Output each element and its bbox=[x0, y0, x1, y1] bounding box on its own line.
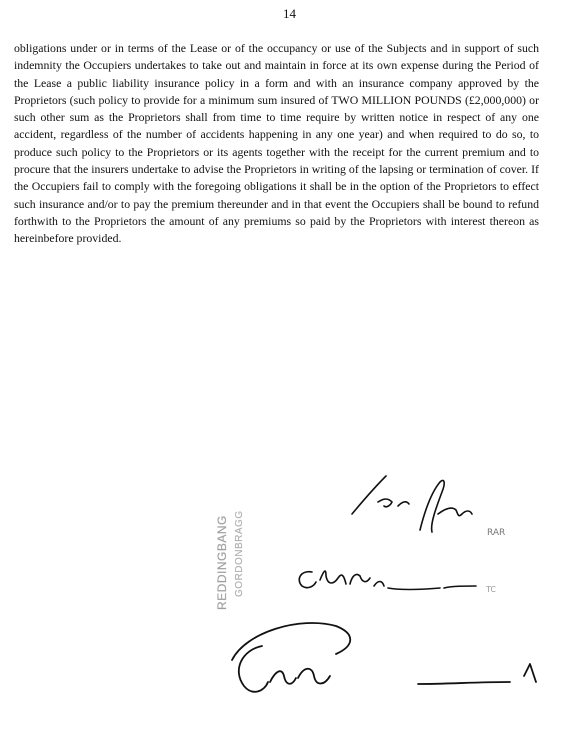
signature-3 bbox=[232, 623, 536, 692]
stamp-line-2: GORDONBRAGG bbox=[234, 510, 245, 597]
initials-1: RAR bbox=[487, 528, 506, 538]
page-number: 14 bbox=[283, 6, 296, 21]
signature-1 bbox=[352, 476, 472, 532]
signature-2 bbox=[299, 571, 476, 589]
stamp-line-1: REDDINGBANG bbox=[215, 515, 229, 610]
signatures bbox=[0, 440, 561, 730]
clause-text: obligations under or in terms of the Lease or of the occupancy or use of the Subjects and in support of such indemnity the Occupiers undertakes to take out and maintain in force at its own expense during the Period of the Lease a public liability insurance policy in a form and with an insurance company approved by the Proprietors (such policy to provide for a minimum sum insured of TWO MILLION POUNDS (£2,000,000) or such other sum as the Proprietors shall from time to time require by written notice in respect of any one accident, regardless of the number of accidents happening in any one year) and when required to do so, to produce such policy to the Proprietors or its agents together with the receipt for the current premium and to procure that the insurers undertake to advise the Proprietors in writing of the lapsing or termination of cover. If the Occupiers fail to comply with the foregoing obligations it shall be in the option of the Proprietors to effect such insurance and/or to pay the premium thereunder and in that event the Occupiers shall be bound to refund forthwith to the Proprietors the amount of any premiums so paid by the Proprietors with interest thereon as hereinbefore provided. bbox=[14, 41, 539, 246]
initials-2: TC bbox=[486, 585, 497, 594]
